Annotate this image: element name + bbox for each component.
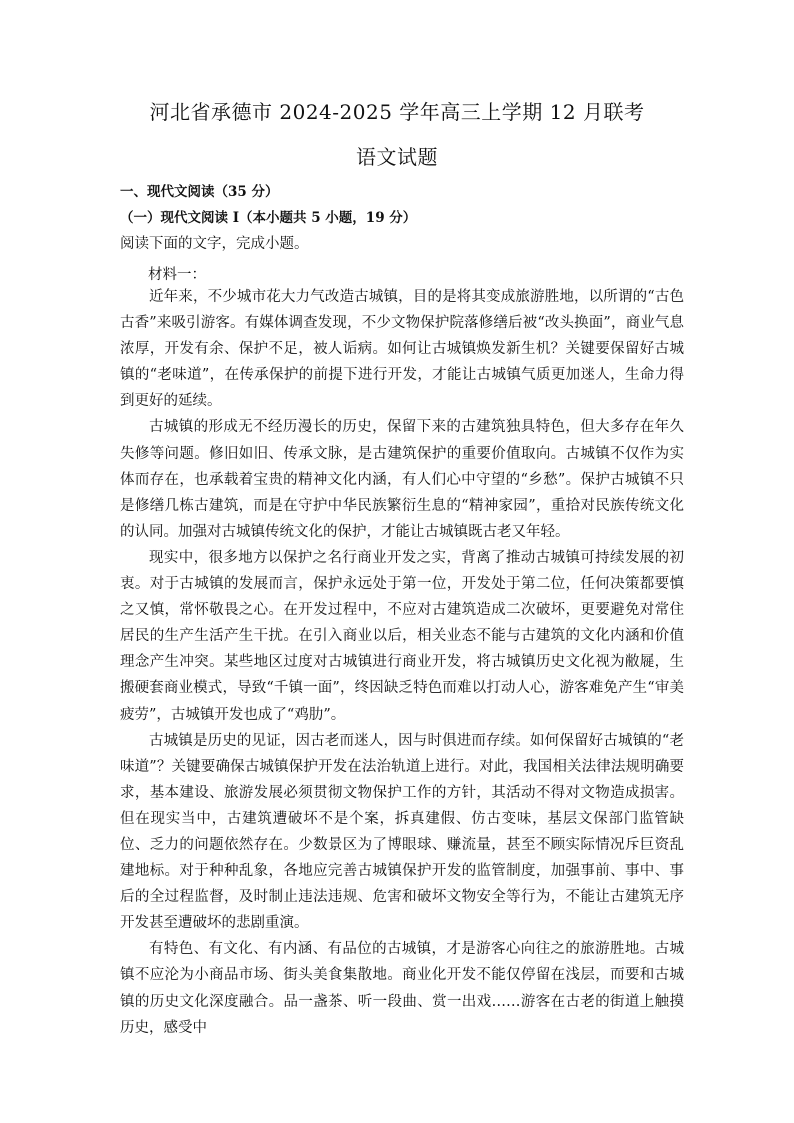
document-title: 河北省承德市 2024-2025 学年高三上学期 12 月联考 — [149, 100, 645, 124]
paragraph: 古城镇的形成无不经历漫长的历史，保留下来的古建筑独具特色，但大多存在年久失修等问题。修旧如旧、传承文脉，是古建筑保护的重要价值取向。古城镇不仅作为实体而存在，也承载着宝贵的精神文化内涵，有人们心中守望的“乡愁”。保护古城镇不只是修缮几栋古建筑，而是在守护中华民族繁衍生息的“精神家园”，重拾对民族传统文化的认同。加强对古城镇传统文化的保护，才能让古城镇既古老又年轻。 — [120, 419, 684, 540]
subsection-heading: （一）现代文阅读 I（本小题共 5 小题，19 分） — [120, 210, 417, 226]
article-body — [120, 284, 684, 1041]
document-subtitle: 语文试题 — [356, 145, 438, 169]
section-heading: 一、现代文阅读（35 分） — [120, 184, 279, 200]
paragraph: 现实中，很多地方以保护之名行商业开发之实，背离了推动古城镇可持续发展的初衷。对于古城镇的发展而言，保护永远处于第一位，开发处于第二位，任何决策都要慎之又慎，常怀敬畏之心。在开发过程中，不应对古建筑造成二次破坏，更要避免对常住居民的生产生活产生干扰。在引入商业以后，相关业态不能与古建筑的文化内涵和价值理念产生冲突。某些地区过度对古城镇进行商业开发，将古城镇历史文化视为敝屣，生搬硬套商业模式，导致“千镇一面”，终因缺乏特色而难以打动人心，游客难免产生“审美疲劳”，古城镇开发也成了“鸡肋”。 — [120, 549, 684, 723]
paragraph: 有特色、有文化、有内涵、有品位的古城镇，才是游客心向往之的旅游胜地。古城镇不应沦为小商品市场、街头美食集散地。商业化开发不能仅停留在浅层，而要和古城镇的历史文化深度融合。品一盏茶、听一段曲、赏一出戏……游客在古老的街道上触摸历史，感受中 — [120, 941, 684, 1036]
instruction-text: 阅读下面的文字，完成小题。 — [120, 236, 309, 252]
material-label: 材料一： — [148, 267, 206, 283]
paragraph: 古城镇是历史的见证，因古老而迷人，因与时俱进而存续。如何保留好古城镇的“老味道”？关键要确保古城镇保护开发在法治轨道上进行。对此，我国相关法律法规明确要求，基本建设、旅游发展必须贯彻文物保护工作的方针，其活动不得对文物造成损害。但在现实当中，古建筑遭破坏不是个案，拆真建假、仿古变味，基层文保部门监管缺位、乏力的问题依然存在。少数景区为了博眼球、赚流量，甚至不顾实际情况斥巨资乱建地标。对于种种乱象，各地应完善古城镇保护开发的监管制度，加强事前、事中、事后的全过程监督，及时制止违法违规、危害和破坏文物安全等行为，不能让古建筑无序开发甚至遭破坏的悲剧重演。 — [120, 732, 684, 932]
paragraph: 近年来，不少城市花大力气改造古城镇，目的是将其变成旅游胜地，以所谓的“古色古香”来吸引游客。有媒体调查发现，不少文物保护院落修缮后被“改头换面”，商业气息浓厚，开发有余、保护不足，被人诟病。如何让古城镇焕发新生机？关键要保留好古城镇的“老味道”，在传承保护的前提下进行开发，才能让古城镇气质更加迷人，生命力得到更好的延续。 — [120, 289, 684, 410]
